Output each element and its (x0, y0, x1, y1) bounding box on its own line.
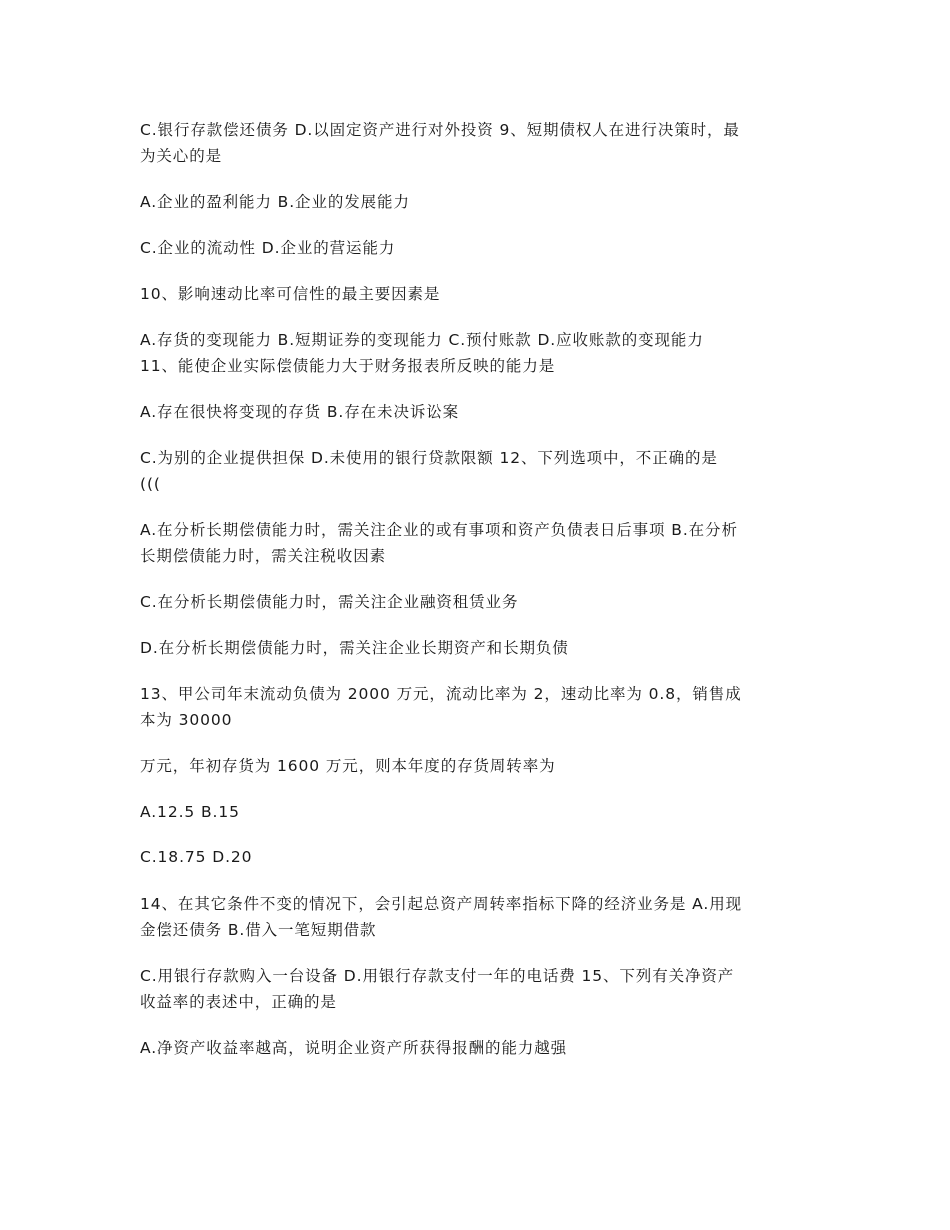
text-line: A.净资产收益率越高，说明企业资产所获得报酬的能力越强 (140, 1039, 568, 1057)
text-line: 收益率的表述中，正确的是 (140, 993, 337, 1011)
text-line: C.银行存款偿还债务 D.以固定资产进行对外投资 9、短期债权人在进行决策时，最 (140, 121, 740, 139)
text-line: ((( (140, 475, 161, 493)
text-line: A.在分析长期偿债能力时，需关注企业的或有事项和资产负债表日后事项 B.在分析 (140, 521, 738, 539)
text-line: C.在分析长期偿债能力时，需关注企业融资租赁业务 (140, 593, 519, 611)
text-line: A.存货的变现能力 B.短期证券的变现能力 C.预付账款 D.应收账款的变现能力 (140, 331, 704, 349)
text-line: C.18.75 D.20 (140, 848, 253, 866)
text-line: A.12.5 B.15 (140, 803, 240, 821)
text-line: C.为别的企业提供担保 D.未使用的银行贷款限额 12、下列选项中，不正确的是 (140, 449, 718, 467)
text-line: 长期偿债能力时，需关注税收因素 (140, 547, 387, 565)
text-line: 14、在其它条件不变的情况下，会引起总资产周转率指标下降的经济业务是 A.用现 (140, 895, 743, 913)
text-line: A.企业的盈利能力 B.企业的发展能力 (140, 193, 410, 211)
text-line: C.用银行存款购入一台设备 D.用银行存款支付一年的电话费 15、下列有关净资产 (140, 967, 735, 985)
text-line: 10、影响速动比率可信性的最主要因素是 (140, 285, 441, 303)
text-line: A.存在很快将变现的存货 B.存在未决诉讼案 (140, 403, 460, 421)
text-line: C.企业的流动性 D.企业的营运能力 (140, 239, 396, 257)
text-line: 金偿还债务 B.借入一笔短期借款 (140, 921, 377, 939)
text-line: 本为 30000 (140, 711, 233, 729)
text-line: 为关心的是 (140, 147, 223, 165)
text-line: D.在分析长期偿债能力时，需关注企业长期资产和长期负债 (140, 639, 569, 657)
text-line: 万元，年初存货为 1600 万元，则本年度的存货周转率为 (140, 757, 556, 775)
text-line: 13、甲公司年末流动负债为 2000 万元，流动比率为 2，速动比率为 0.8，销售成 (140, 685, 742, 703)
text-line: 11、能使企业实际偿债能力大于财务报表所反映的能力是 (140, 357, 556, 375)
